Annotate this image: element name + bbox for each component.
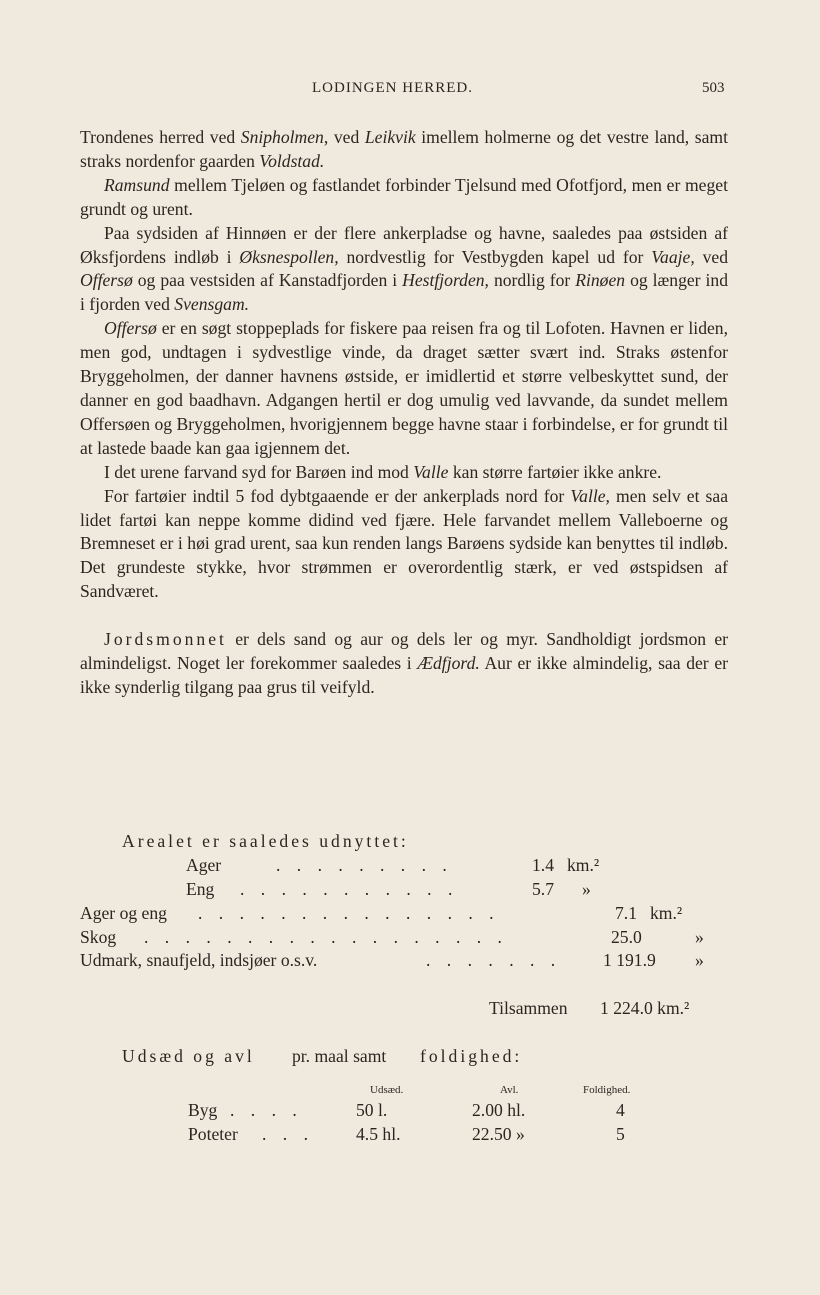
italic-name: Ramsund [104,174,170,195]
page-number: 503 [702,80,725,96]
header-title: LODINGEN HERRED. [312,80,473,96]
italic-name: Øksnespollen, [239,246,339,267]
text-run: Paa sydsiden af Hinnøen er der flere ankerpladse og havne, saaledes paa østsiden af Øksfjordens indløb i [80,222,728,267]
seed-yield: 22.50 » [472,1123,525,1144]
total-value: 1 224.0 km.² [600,998,690,1019]
area-row: Ager . . . . . . . . . 1.4 km.² [80,854,740,878]
area-unit: » [695,926,704,947]
italic-name: Leikvik [364,127,416,147]
seed-intro: Udsæd og avl pr. maal samt foldighed: [122,1046,523,1067]
seed-row: Poteter . . . 4.5 hl. 22.50 » 5 [80,1123,740,1147]
text-run: imellem holmerne og det vestre land, samt straks nordenfor gaarden [80,127,728,171]
text-run: er en søgt stoppeplads for fiskere paa reisen fra og til Lofoten. Havnen er liden, men god, undtagen i sydvestlige vinde, da draget sætter svært ind. Straks østenfor Bryggeholmen, der danner havnens østside, er imidlertid et større velbeskyttet sund, der danner en god baadhavn. Adgangen hertil er dog umulig ved lavvande, da sundet mellem Offersøen og Bryggeholmen, hvorigjennem begge havne staar i forbindelse, er for grundt til at lastede baade kan gaa igjennem det. [80,318,728,458]
italic-name: Voldstad. [259,150,325,171]
area-section [80,830,740,1147]
italic-name: Snipholmen [240,127,324,147]
paragraph [80,174,728,222]
italic-name: Svensgam. [174,294,250,315]
italic-name: Valle, [570,485,610,506]
seed-yield: 2.00 hl. [472,1099,526,1120]
text-run: ved [694,246,728,267]
text-run: men selv et saa lidet fartøi kan neppe komme didind ved fjære. Hele farvandet mellem Valleboerne og Bremneset er i høi grad urent, saa kun renden langs Barøens sydside kan benyttes til indløb. Det grundeste stykke, hvor strømmen er overordentlig stærk, er ved østspidsen af Sandværet. [80,485,728,602]
text-run: , ved [323,127,365,147]
paragraph [80,461,728,485]
col-header: Foldighed. [583,1083,631,1096]
italic-name: Offersø [80,270,133,291]
area-label: Udmark, snaufjeld, indsjøer o.s.v. [80,950,318,971]
seed-fold: 5 [616,1123,625,1144]
area-unit: » [695,950,704,971]
text-run: og paa vestsiden af Kanstadfjorden i [132,270,403,291]
text-run: For fartøier indtil 5 fod dybtgaaende er der ankerplads nord for [104,485,571,506]
area-row: Skog . . . . . . . . . . . . . . . . . . 25.0 » [80,926,740,950]
area-label: Eng [186,878,215,899]
text-run: Aur er ikke almindelig, saa der er ikke synderlig tilgang paa grus til veifyld. [80,653,728,697]
paragraph [80,317,728,460]
seed-amount: 4.5 hl. [356,1123,401,1144]
area-label: Ager [186,854,222,875]
col-header: Udsæd. [370,1083,404,1096]
text-run: og længer ind i fjorden ved [80,270,728,315]
total-label: Tilsammen [489,998,568,1019]
italic-name: Vaaje, [651,246,695,267]
italic-name: Valle [413,461,449,482]
paragraph [80,628,728,700]
italic-name: Ædfjord. [417,653,480,674]
area-value: 5.7 [532,878,554,899]
text-run: Jordsmonnet [104,629,227,650]
col-header: Avl. [500,1083,519,1096]
area-label: Ager og eng [80,902,167,923]
body-text [80,126,728,700]
area-unit: » [582,878,591,899]
text-run: kan større fartøier ikke ankre. [448,461,662,482]
seed-crop: Byg [188,1099,218,1120]
italic-name: Hestfjorden, [402,270,489,291]
text-run: mellem Tjeløen og fastlandet forbinder Tjelsund med Ofotfjord, men er meget grundt og urent. [80,174,728,219]
area-row: Udmark, snaufjeld, indsjøer o.s.v. . . . . . . . 1 191.9 » [80,949,740,973]
italic-name: Offersø [104,318,157,339]
paragraph [80,126,728,174]
running-header [0,80,820,104]
seed-header-row [80,1069,740,1099]
area-label: Skog [80,926,117,947]
seed-crop: Poteter [188,1123,238,1144]
text-run: er dels sand og aur og dels ler og myr. Sandholdigt jordsmon er almindeligst. Noget ler forekommer saaledes i [80,629,728,674]
text-run: nordlig for [488,270,576,291]
area-value: 25.0 [611,926,642,947]
area-unit: km.² [650,902,683,923]
area-row: Ager og eng . . . . . . . . . . . . . . . 7.1 km.² [80,902,740,926]
seed-amount: 50 l. [356,1099,388,1120]
area-total-row [80,997,740,1021]
area-value: 1.4 [532,854,554,875]
paragraph [80,485,728,605]
area-value: 7.1 [615,902,637,923]
area-value: 1 191.9 [603,950,656,971]
area-intro: Arealet er saaledes udnyttet: [122,831,409,851]
seed-fold: 4 [616,1099,625,1120]
area-unit: km.² [567,854,600,875]
seed-row: Byg . . . . 50 l. 2.00 hl. 4 [80,1099,740,1123]
paragraph [80,222,728,318]
text-run: I det urene farvand syd for Barøen ind mod [104,461,414,482]
text-run: nordvestlig for Vestbygden kapel ud for [338,246,652,267]
text-run: Trondenes herred ved [80,127,241,147]
area-row: Eng . . . . . . . . . . . 5.7 » [80,878,740,902]
italic-name: Rinøen [575,270,626,291]
